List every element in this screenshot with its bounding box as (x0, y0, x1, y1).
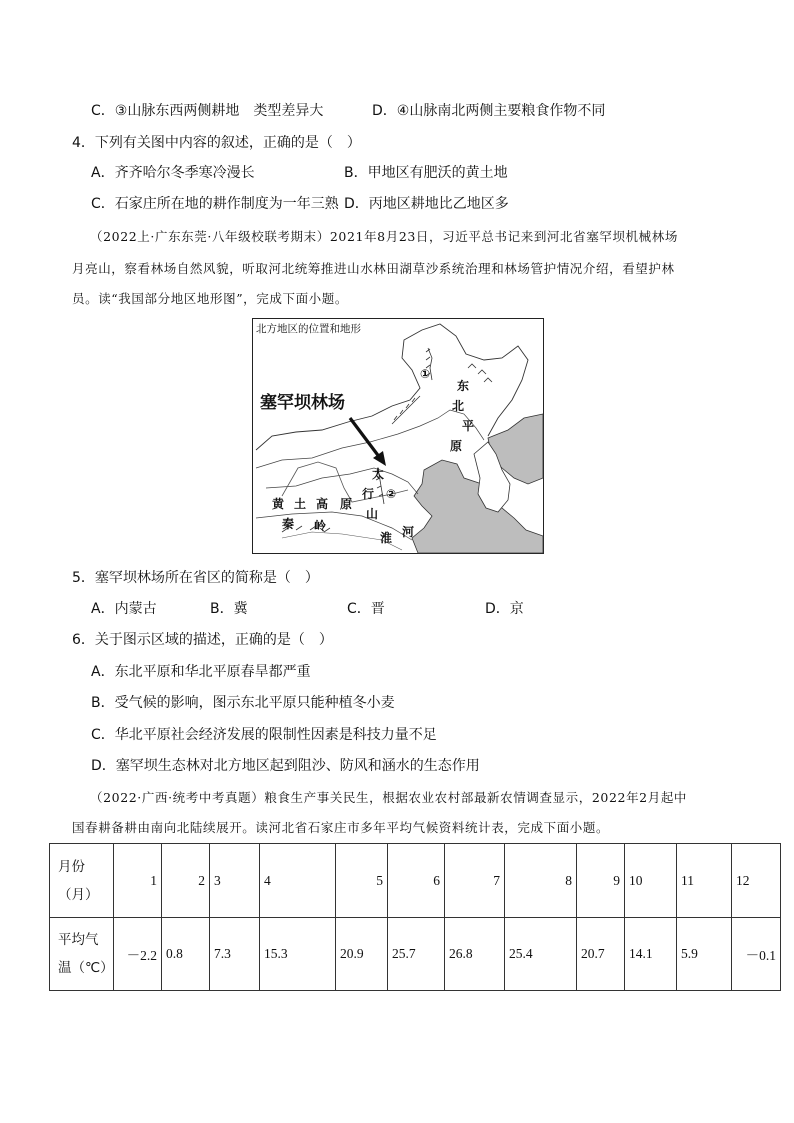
map-label-qin: 秦 (282, 517, 295, 531)
q5-option-a: A．内蒙古 (91, 601, 157, 617)
temp-cell: 25.4 (505, 918, 577, 991)
temp-cell: 5.9 (677, 918, 732, 991)
temp-cell: －2.2 (114, 918, 162, 991)
map-label-ling: 岭 (314, 519, 327, 533)
map-label-ping: 平 (462, 419, 475, 433)
temp-cell: 25.7 (388, 918, 445, 991)
q4-stem: 4．下列有关图中内容的叙述，正确的是（ ） (72, 135, 361, 151)
temp-cell: 15.3 (260, 918, 336, 991)
map-label-mark1: ① (420, 367, 431, 381)
month-cell: 4 (260, 844, 336, 918)
passage1-line1: （2022上·广东东莞·八年级校联考期末）2021年8月23日，习近平总书记来到河北省塞罕坝机械林场 (90, 229, 678, 244)
month-cell: 3 (210, 844, 260, 918)
q3-option-d: D．④山脉南北两侧主要粮食作物不同 (372, 103, 606, 119)
temp-header-line2: 温（℃） (58, 960, 114, 976)
q5-option-d: D．京 (485, 601, 524, 617)
temp-cell: 20.9 (336, 918, 388, 991)
q4-option-b: B．甲地区有肥沃的黄土地 (344, 165, 508, 181)
q3-option-c: C．③山脉东西两侧耕地 类型差异大 (91, 103, 324, 119)
map-title: 北方地区的位置和地形 (256, 323, 361, 335)
month-cell: 2 (162, 844, 210, 918)
temp-cell: －0.1 (732, 918, 781, 991)
month-cell: 10 (625, 844, 677, 918)
map-label-bei: 北 (452, 399, 465, 413)
q5-stem: 5．塞罕坝林场所在省区的简称是（ ） (72, 570, 319, 586)
month-cell: 9 (577, 844, 625, 918)
month-cell: 7 (445, 844, 505, 918)
map-label-huang: 黄 (272, 497, 285, 511)
q4-option-c: C．石家庄所在地的耕作制度为一年三熟 (91, 196, 339, 212)
north-china-terrain-map (252, 318, 544, 554)
table-row-month (50, 844, 781, 918)
temp-header-line1: 平均气 (58, 932, 99, 948)
map-label-huai: 淮 (380, 531, 393, 545)
q5-option-c: C．晋 (347, 601, 385, 617)
table-row-temp (50, 918, 781, 991)
map-label-tu: 土 (294, 497, 307, 511)
temp-cell: 14.1 (625, 918, 677, 991)
q6-option-a: A．东北平原和华北平原春旱都严重 (91, 664, 311, 680)
passage1-line3: 员。读“我国部分地区地形图”，完成下面小题。 (72, 291, 348, 306)
map-label-he: 河 (402, 525, 415, 539)
q5-option-b: B．冀 (210, 601, 248, 617)
q6-option-c: C．华北平原社会经济发展的限制性因素是科技力量不足 (91, 727, 437, 743)
passage2-line1: （2022·广西·统考中考真题）粮食生产事关民生，根据农业农村部最新农情调查显示，2022年2月起中 (90, 790, 688, 805)
month-cell: 8 (505, 844, 577, 918)
map-label-tai: 太 (372, 467, 385, 481)
map-label-gao: 高 (316, 497, 329, 511)
temp-cell: 26.8 (445, 918, 505, 991)
map-label-mark2: ② (386, 487, 397, 501)
q6-option-b: B．受气候的影响，图示东北平原只能种植冬小麦 (91, 695, 395, 711)
map-label-yuan2: 原 (340, 497, 353, 511)
q4-option-a: A．齐齐哈尔冬季寒冷漫长 (91, 165, 255, 181)
temp-cell: 7.3 (210, 918, 260, 991)
map-label-shan: 山 (366, 507, 379, 521)
month-header-cell (50, 844, 114, 918)
temp-cell: 0.8 (162, 918, 210, 991)
passage2-line2: 国春耕备耕由南向北陆续展开。读河北省石家庄市多年平均气候资料统计表，完成下面小题。 (72, 820, 610, 835)
passage1-line2: 月亮山，察看林场自然风貌，听取河北统筹推进山水林田湖草沙系统治理和林场管护情况介绍，看望护林 (72, 261, 675, 276)
q4-option-d: D．丙地区耕地比乙地区多 (344, 196, 509, 212)
month-cell: 12 (732, 844, 781, 918)
month-cell: 1 (114, 844, 162, 918)
q6-option-d: D．塞罕坝生态林对北方地区起到阻沙、防风和涵水的生态作用 (91, 758, 480, 774)
month-cell: 5 (336, 844, 388, 918)
temp-header-cell (50, 918, 114, 991)
q6-stem: 6．关于图示区域的描述，正确的是（ ） (72, 632, 333, 648)
map-label-yuan: 原 (450, 439, 463, 453)
month-cell: 11 (677, 844, 732, 918)
temp-cell: 20.7 (577, 918, 625, 991)
map-label-hang: 行 (362, 487, 375, 501)
month-header-line2: （月） (58, 886, 99, 903)
climate-table (49, 843, 781, 991)
month-cell: 6 (388, 844, 445, 918)
map-arrow-label: 塞罕坝林场 (260, 393, 345, 413)
map-label-dong: 东 (457, 379, 470, 393)
month-header-line1: 月份 (58, 858, 85, 875)
